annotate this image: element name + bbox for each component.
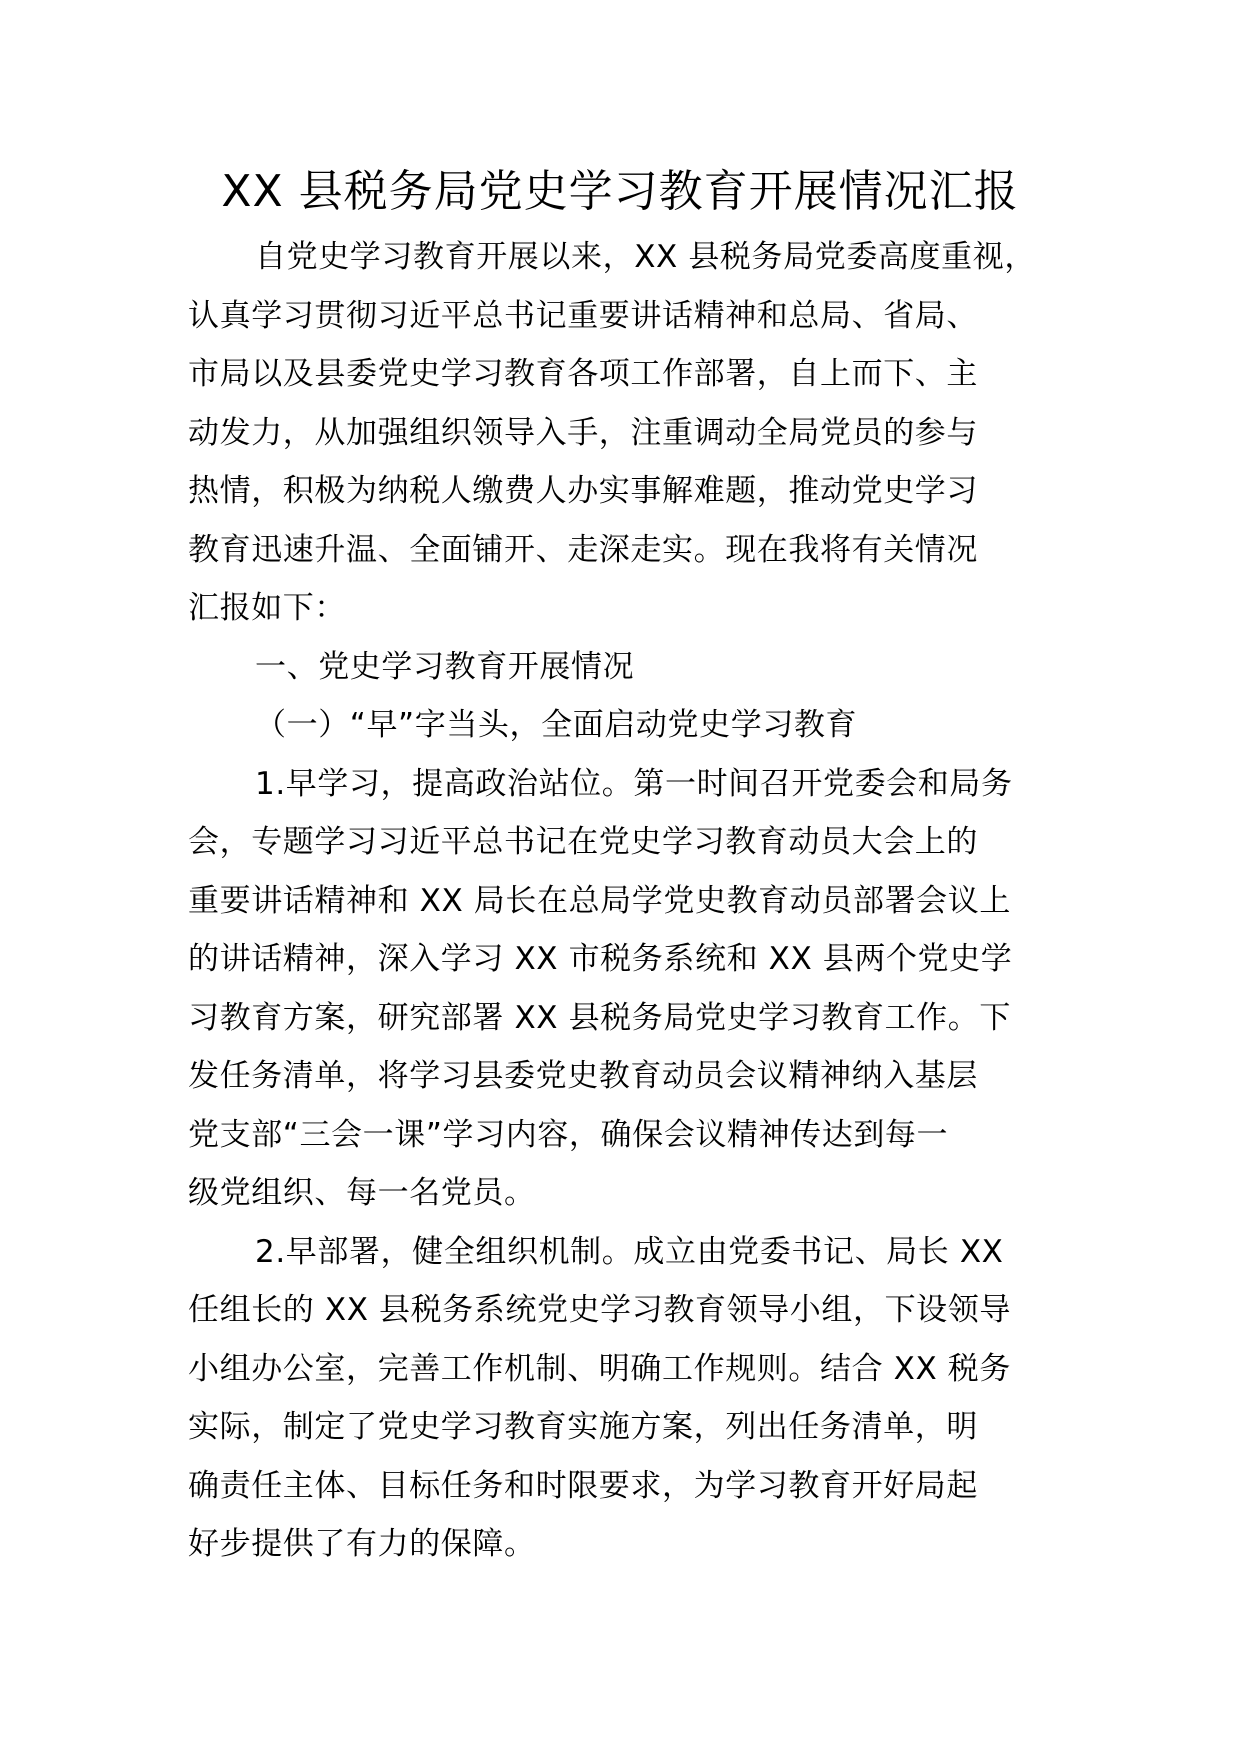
text-line: 汇报如下：	[188, 590, 346, 626]
text-line: 实际，制定了党史学习教育实施方案，列出任务清单，明	[188, 1409, 978, 1445]
text-line: 级党组织、每一名党员。	[188, 1175, 536, 1211]
text-line: 习教育方案，研究部署 XX 县税务局党史学习教育工作。下	[188, 999, 1011, 1036]
text-line: 市局以及县委党史学习教育各项工作部署，自上而下、主	[188, 356, 978, 392]
text-line: 自党史学习教育开展以来，XX 县税务局党委高度重视，	[255, 239, 1036, 275]
text-line: 会，专题学习习近平总书记在党史学习教育动员大会上的	[188, 824, 978, 860]
text-line: 一、党史学习教育开展情况	[255, 648, 635, 685]
text-line: 好步提供了有力的保障。	[188, 1526, 536, 1562]
text-line: 确责任主体、目标任务和时限要求，为学习教育开好局起	[188, 1467, 978, 1504]
text-line: 1.早学习，提高政治站位。第一时间召开党委会和局务	[255, 765, 1013, 802]
document-body	[188, 228, 1068, 1574]
text-line: 小组办公室，完善工作机制、明确工作规则。结合 XX 税务	[188, 1350, 1011, 1387]
text-line: 重要讲话精神和 XX 局长在总局学党史教育动员部署会议上	[188, 882, 1011, 919]
text-line: 的讲话精神，深入学习 XX 市税务系统和 XX 县两个党史学	[188, 941, 1013, 977]
document-title: XX 县税务局党史学习教育开展情况汇报	[221, 166, 1019, 217]
text-line: 动发力，从加强组织领导入手，注重调动全局党员的参与	[188, 414, 978, 451]
text-line: 2.早部署，健全组织机制。成立由党委书记、局长 XX	[255, 1233, 1004, 1270]
text-line: 发任务清单，将学习县委党史教育动员会议精神纳入基层	[188, 1058, 978, 1094]
text-line: 党支部“三会一课”学习内容，确保会议精神传达到每一	[188, 1116, 949, 1153]
text-line: 认真学习贯彻习近平总书记重要讲话精神和总局、省局、	[188, 297, 978, 334]
text-line: 任组长的 XX 县税务系统党史学习教育领导小组，下设领导	[188, 1292, 1011, 1328]
text-line: （一）“早”字当头，全面启动党史学习教育	[255, 707, 858, 743]
text-line: 热情，积极为纳税人缴费人办实事解难题，推动党史学习	[188, 473, 978, 509]
text-line: 教育迅速升温、全面铺开、走深走实。现在我将有关情况	[188, 531, 978, 568]
